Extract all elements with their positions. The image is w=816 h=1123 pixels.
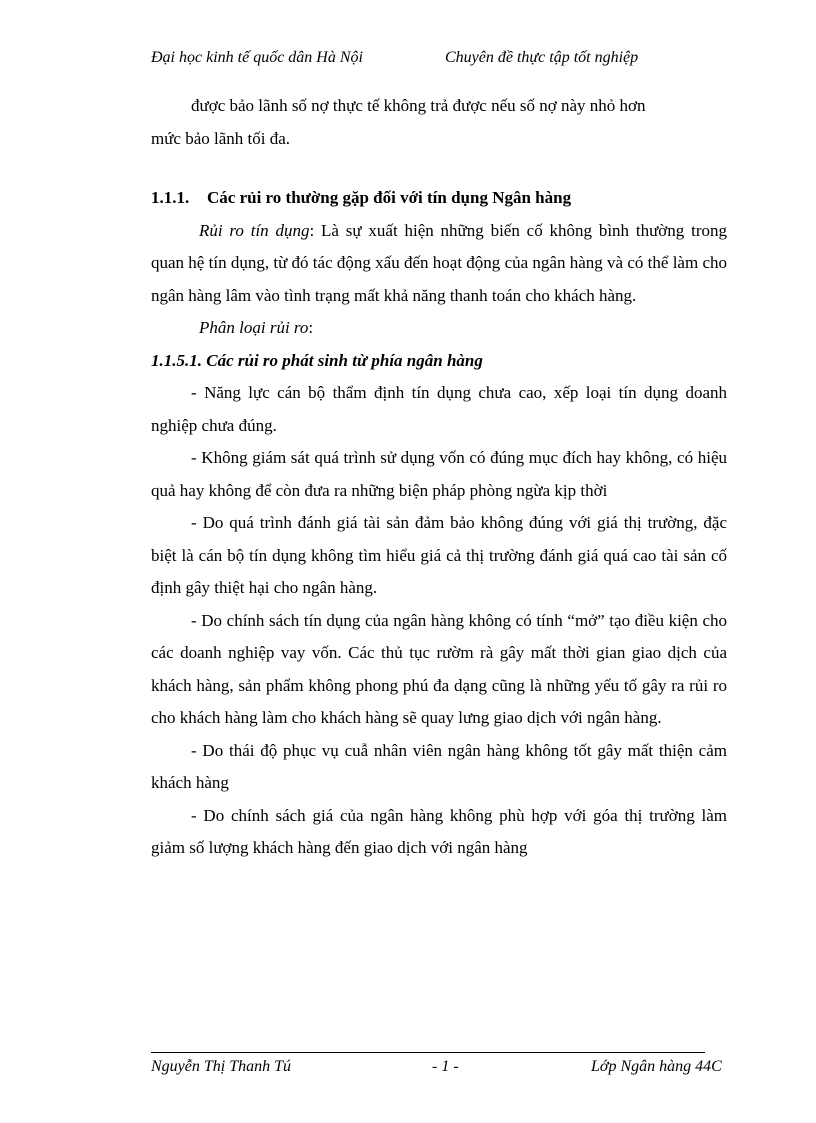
bullet-paragraph: - Do chính sách giá của ngân hàng không phù hợp với góa thị trường làm giảm số lượng khách hàng đến giao dịch với ngân hàng (151, 805, 727, 857)
bullet-paragraph: - Do chính sách tín dụng của ngân hàng không có tính “mở” tạo điều kiện cho các doanh nghiệp vay vốn. Các thủ tục rườm rà gây mất thời gian giao dịch của khách hàng, sản phẩm không phong phú đa dạng cũng là những yếu tố gây ra rủi ro cho khách hàng làm cho khách hàng sẽ quay lưng giao dịch với ngân hàng. (151, 610, 727, 727)
footer-divider (151, 1052, 705, 1053)
intro-line-1: được bảo lãnh số nợ thực tế không trả được nếu số nợ này nhỏ hơn (191, 96, 646, 115)
page-content (151, 90, 727, 865)
classification-label: Phân loại rủi ro (199, 318, 309, 337)
risk-definition-paragraph (151, 215, 727, 313)
footer-page-number: - 1 - (432, 1058, 459, 1075)
intro-line-2: mức bảo lãnh tối đa. (151, 128, 291, 148)
classification-line (151, 312, 727, 345)
risk-term: Rủi ro tín dụng (199, 220, 310, 240)
bullet-paragraph: - Do quá trình đánh giá tài sản đảm bảo không đúng với giá thị trường, đặc biệt là cán bộ tín dụng không tìm hiểu giá cả thị trường đánh giá quá cao tài sản cố định gây thiệt hại cho ngân hàng. (151, 513, 727, 597)
bullet-paragraph: - Năng lực cán bộ thẩm định tín dụng chưa cao, xếp loại tín dụng doanh nghiệp chưa đúng. (151, 383, 727, 435)
bullet-paragraph: - Do thái độ phục vụ cuẫ nhân viên ngân hàng không tốt gây mất thiện cảm khách hàng (151, 740, 727, 792)
header-university: Đại học kinh tế quốc dân Hà Nội (151, 49, 363, 66)
header-document-type: Chuyên đề thực tập tốt nghiệp (445, 49, 639, 66)
risk-definition: : Là sự xuất hiện những biến cố không bình thường trong quan hệ tín dụng, từ đó tác động xấu đến hoạt động của ngân hàng và có thể làm cho ngân hàng lâm vào tình trạng mất khả năng thanh toán cho khách hàng. (151, 220, 727, 305)
bullet-paragraph: - Không giám sát quá trình sử dụng vốn có đúng mục đích hay không, có hiệu quả hay không để còn đưa ra những biện pháp phòng ngừa kịp thời (151, 448, 727, 500)
section-heading (151, 182, 727, 215)
intro-paragraph (151, 90, 727, 155)
subsection-heading: 1.1.5.1. Các rủi ro phát sinh từ phía ngân hàng (151, 350, 483, 370)
section-number: 1.1.1. (151, 188, 190, 207)
classification-colon: : (308, 318, 314, 337)
section-title: Các rủi ro thường gặp đối với tín dụng Ngân hàng (207, 188, 572, 207)
footer-class: Lớp Ngân hàng 44C (591, 1058, 722, 1075)
spacer (151, 155, 727, 182)
footer-author: Nguyễn Thị Thanh Tú (151, 1058, 292, 1075)
